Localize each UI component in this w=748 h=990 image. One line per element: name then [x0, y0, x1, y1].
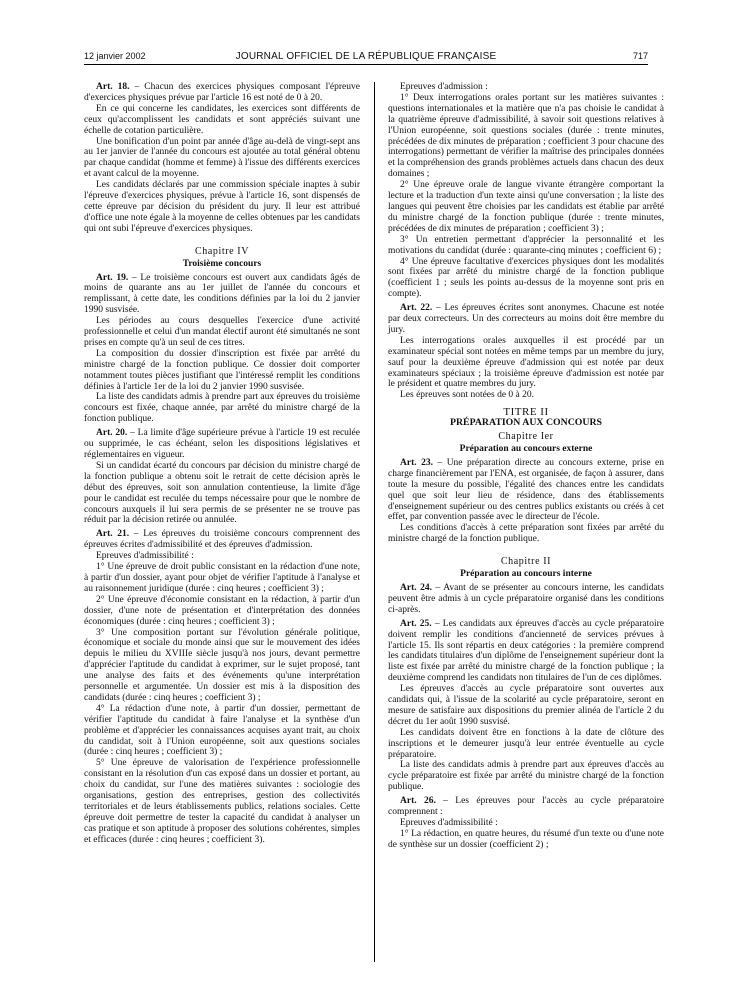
article-25-p2: Les épreuves d'accès au cycle préparatoire sont ouvertes aux candidats qui, à l'issue de la scolarité au cycle préparatoire, seront en mesure de satisfaire aux dispositions du premier alinéa de l'article 2 du décret du 1er août 1990 susvisé.: [388, 684, 664, 727]
article-20-p1: Art. 20. – La limite d'âge supérieure prévue à l'article 19 est reculée ou supprimée, le cas échéant, selon les dispositions législatives et réglementaires en vigueur.: [84, 428, 360, 460]
right-column: [388, 82, 664, 851]
column-divider: [374, 82, 375, 962]
article-19-p4: La liste des candidats admis à prendre part aux épreuves du troisième concours est fixée, chaque année, par arrêté du ministre chargé de la fonction publique.: [84, 392, 360, 425]
article-26-heading: Art. 26.: [400, 796, 436, 807]
article-20-heading: Art. 20.: [96, 428, 128, 439]
chapter-2-heading: Chapitre II: [500, 556, 552, 568]
article-26-p1: Art. 26. – Les épreuves pour l'accès au cycle préparatoire comprennent :: [388, 796, 664, 818]
article-24-heading: Art. 24.: [400, 582, 433, 593]
article-22-p1: Art. 22. – Les épreuves écrites sont anonymes. Chacune est notée par deux correcteurs. Un des correcteurs au moins doit être membre du jury.: [388, 303, 664, 335]
article-18-heading: Art. 18.: [96, 82, 130, 92]
header-date: 12 janvier 2002: [84, 51, 146, 61]
article-18-p1: Art. 18. – Chacun des exercices physiques composant l'épreuve d'exercices physiques prévue par l'article 16 est noté de 0 à 20.: [84, 82, 360, 103]
page-header: [84, 50, 648, 65]
article-25-heading: Art. 25.: [400, 618, 432, 629]
article-21-p2: Epreuves d'admissibilité :: [96, 551, 194, 562]
article-23-p2: Les conditions d'accès à cette préparation sont fixées par arrêté du ministre chargé de la fonction publique.: [388, 523, 664, 545]
article-20-p2: Si un candidat écarté du concours par décision du ministre chargé de la fonction publique a obtenu soit le retrait de cette décision après le début des épreuves, soit son annulation contentieuse, la limite d'âge pour le candidat est reculée du temps nécessaire pour que le nombre de concours auxquels il lui sera permis de se présenter ne se trouve pas réduit par la décision retirée ou annulée.: [84, 460, 360, 526]
article-18-p3: Une bonification d'un point par année d'âge au-delà de vingt-sept ans au 1er janvier de l'année du concours est ajoutée au total général obtenu par chaque candidat (homme et femme) à l'issue des différents exercices et avant calcul de la moyenne.: [84, 136, 360, 180]
article-25-p3: Les candidats doivent être en fonctions à la date de clôture des inscriptions et le demeurer jusqu'à leur entrée éventuelle au cycle préparatoire.: [388, 727, 664, 760]
admission-item-3: 3° Un entretien permettant d'apprécier la personnalité et les motivations du candidat (durée : quarante-cinq minutes ; coefficient 6) ;: [388, 234, 664, 256]
article-19-heading: Art. 19.: [96, 272, 129, 283]
article-21-item-2: 2° Une épreuve d'économie consistant en la rédaction, à partir d'un dossier, d'une note de présentation et d'interprétation des données économiques (durée : cinq heures ; coefficient 3) ;: [84, 594, 360, 627]
article-21-item-4: 4° La rédaction d'une note, à partir d'un dossier, permettant de vérifier l'aptitude du candidat à faire l'analyse et la synthèse d'un problème et d'apprécier les connaissances acquises ayant trait, au choix du candidat, soit à l'Union européenne, soit aux questions sociales (durée : cinq heures ; coefficient 3) ;: [84, 703, 360, 758]
article-18-p2: En ce qui concerne les candidates, les exercices sont différents de ceux qu'accomplissent les candidats et sont appréciés suivant une échelle de cotation particulière.: [84, 103, 360, 136]
article-21-heading: Art. 21.: [96, 529, 130, 540]
chapter-1-heading: Chapitre Ier: [498, 431, 554, 443]
article-19-p3: La composition du dossier d'inscription est fixée par arrêté du ministre chargé de la fonction publique. Ce dossier doit comporter notamment toutes pièces justifiant que l'intéressé remplit les conditions définies à l'article 1er de la loi du 2 janvier 1990 susvisée.: [84, 348, 360, 392]
article-22-heading: Art. 22.: [400, 303, 433, 314]
article-26-item-1: 1° La rédaction, en quatre heures, du résumé d'un texte ou d'une note de synthèse sur un dossier (coefficient 2) ;: [388, 828, 664, 850]
article-21-item-5: 5° Une épreuve de valorisation de l'expérience professionnelle consistant en la résolution d'un cas exposé dans un dossier et portant, au choix du candidat, sur l'une des matières suivantes : sociologie des organisations, gestion des entreprises, gestion des collectivités territoriales et de leurs établissements publics, relations sociales. Cette épreuve doit permettre de tester la capacité du candidat à analyser un cas pratique et son aptitude à proposer des solutions cohérentes, simples et efficaces (durée : cinq heures ; coefficient 3).: [84, 758, 360, 845]
article-19-p2: Les périodes au cours desquelles l'exercice d'une activité professionnelle et celui d'un mandat électif auront été simultanés ne sont prises en compte qu'à un seul de ces titres.: [84, 316, 360, 348]
article-25-p4: La liste des candidats admis à prendre part aux épreuves d'accès au cycle préparatoire est fixée par arrêté du ministre chargé de la fonction publique.: [388, 760, 664, 793]
titre-2-heading: TITRE II: [503, 406, 549, 419]
article-21-item-1: 1° Une épreuve de droit public consistant en la rédaction d'une note, à partir d'un dossier, ayant pour objet de vérifier l'aptitude à l'analyse et au raisonnement juridique (durée : cinq heures ; coefficient 3) ;: [84, 562, 360, 594]
header-title: JOURNAL OFFICIEL DE LA RÉPUBLIQUE FRANÇAISE: [235, 51, 497, 62]
article-23-p1: Art. 23. – Une préparation directe au concours externe, prise en charge financièrement par l'ENA, est organisée, de façon à assurer, dans toute la mesure du possible, l'égalité des chances entre les candidats quel que soit leur lieu de résidence, dans des établissements d'enseignement supérieur ou des centres publics existants ou créés à cet effet, par convention passée avec le directeur de l'école.: [388, 457, 664, 523]
article-18-p4: Les candidats déclarés par une commission spéciale inaptes à subir l'épreuve d'exercices physiques, prévue à l'article 16, sont dispensés de cette épreuve par décision du président du jury. Il leur est attribué d'office une note égale à la moyenne de celles obtenues par les candidats qui ont subi l'épreuve d'exercices physiques.: [84, 180, 360, 234]
header-page-number: 717: [632, 51, 648, 61]
chapter-4-title: Troisième concours: [182, 258, 262, 269]
admission-item-1: 1° Deux interrogations orales portant sur les matières suivantes : questions internationales et la matière que n'a pas choisie le candidat à la quatrième épreuve d'admissibilité, à savoir soit questions relatives à l'Union européenne, soit questions sociales (durée : trente minutes, précédées de dix minutes de préparation ; coefficient 3 pour chacune des interrogations) permettant de vérifier la maîtrise des principales données et la compréhension des grands problèmes actuels dans chacun des deux domaines ;: [388, 92, 665, 180]
chapter-1-title: Préparation au concours externe: [459, 444, 593, 454]
chapter-2-title: Préparation au concours interne: [460, 569, 592, 580]
article-23-heading: Art. 23.: [400, 457, 433, 468]
left-column: [84, 82, 360, 846]
article-22-p3: Les épreuves sont notées de 0 à 20.: [400, 390, 535, 401]
article-26-p2: Epreuves d'admissibilité :: [400, 818, 498, 828]
article-19-p1: Art. 19. – Le troisième concours est ouvert aux candidats âgés de moins de quarante ans au 1er juillet de l'année du concours et remplissant, à cette date, les conditions définies par la loi du 2 janvier 1990 susvisée.: [84, 272, 360, 316]
article-21-p1: Art. 21. – Les épreuves du troisième concours comprennent des épreuves écrites d'admissibilité et des épreuves d'admission.: [84, 529, 360, 551]
admission-item-2: 2° Une épreuve orale de langue vivante étrangère comportant la lecture et la traduction d'un texte ainsi qu'une conversation ; la liste des langues qui peuvent être choisies par les candidats est établie par arrêté du ministre chargé de la fonction publique (durée : trente minutes, précédées de dix minutes de préparation ; coefficient 3) ;: [388, 180, 664, 234]
article-22-p2: Les interrogations orales auxquelles il est procédé par un examinateur spécial sont notées en même temps par un membre du jury, sauf pour la deuxième épreuve d'admission qui est notée par deux examinateurs spéciaux ; la troisième épreuve d'admission est notée par le président et quatre membres du jury.: [388, 335, 664, 390]
article-21-item-3: 3° Une composition portant sur l'évolution générale politique, économique et sociale du monde ainsi que sur le mouvement des idées depuis le milieu du XVIIIe siècle jusqu'à nos jours, devant permettre d'apprécier l'aptitude du candidat à exprimer, sur le sujet proposé, tant une analyse des faits et des événements qu'une interprétation personnelle et argumentée. Un dossier est mis à la disposition des candidats (durée : cinq heures ; coefficient 3) ;: [84, 627, 360, 703]
article-24-p1: Art. 24. – Avant de se présenter au concours interne, les candidats peuvent être admis à un cycle préparatoire organisé dans les conditions ci-après.: [388, 582, 664, 615]
admission-item-4: 4° Une épreuve facultative d'exercices physiques dont les modalités sont fixées par arrêté du ministre chargé de la fonction publique (coefficient 1 ; seuls les points au-dessus de la moyenne sont pris en compte).: [388, 256, 664, 300]
chapter-4-heading: Chapitre IV: [194, 245, 250, 257]
admission-label: Epreuves d'admission :: [400, 82, 488, 92]
titre-2-subtitle: PRÉPARATION AUX CONCOURS: [449, 417, 603, 429]
article-25-p1: Art. 25. – Les candidats aux épreuves d'accès au cycle préparatoire doivent remplir les conditions d'ancienneté de services prévues à l'article 15. Ils sont répartis en deux catégories : la première comprend les candidats titulaires d'un diplôme de l'enseignement supérieur dont la liste est fixée par arrêté du ministre chargé de la fonction publique ; la deuxième comprend les candidats non titulaires de l'un de ces diplômes.: [388, 618, 664, 684]
